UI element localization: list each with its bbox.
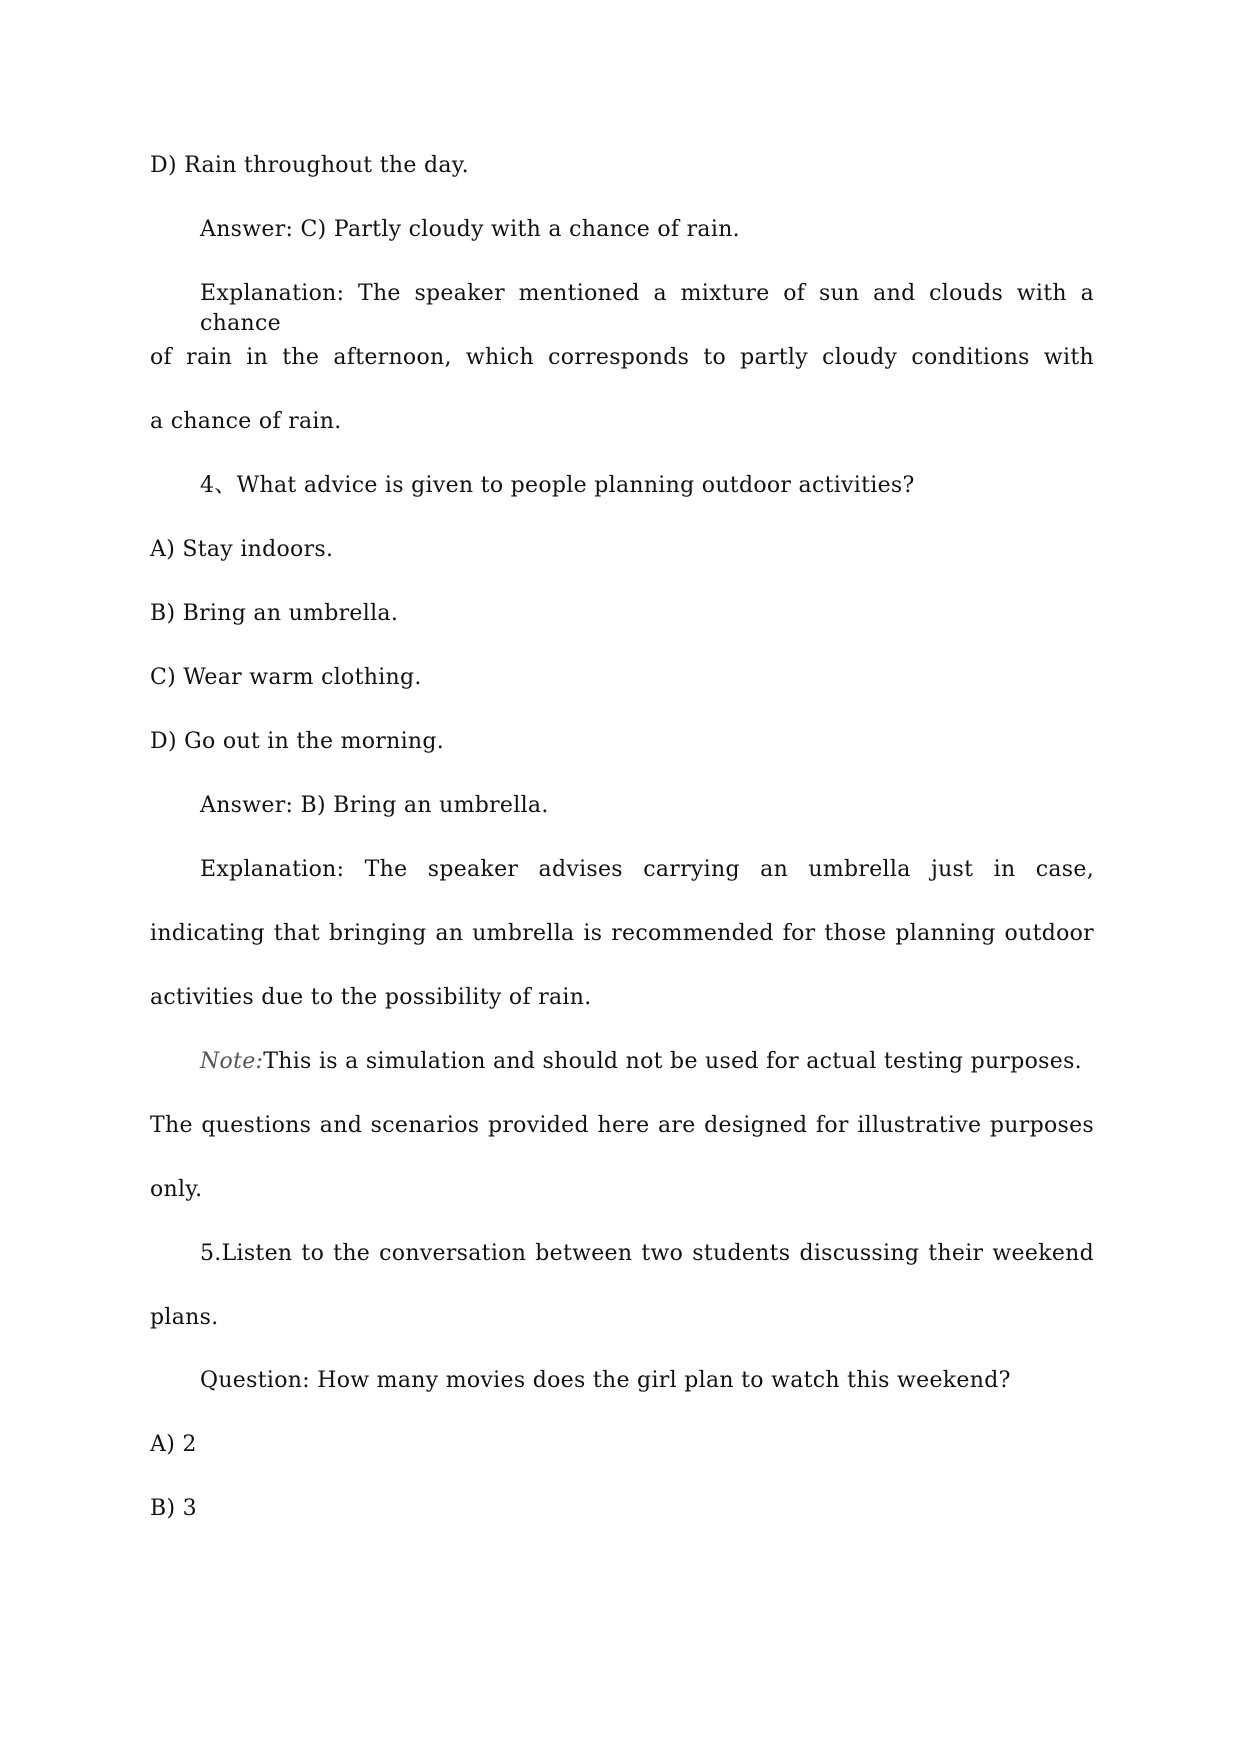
q4-option-a: A) Stay indoors. xyxy=(150,537,334,562)
q5-intro-line-1: 5.Listen to the conversation between two students discussing their weekend xyxy=(200,1241,1094,1266)
note-label: Note: xyxy=(200,1049,264,1074)
q5-option-b: B) 3 xyxy=(150,1496,197,1521)
q3-answer: Answer: C) Partly cloudy with a chance of rain. xyxy=(200,217,740,242)
q4-option-d: D) Go out in the morning. xyxy=(150,729,445,754)
q4-question: 4、What advice is given to people planning outdoor activities? xyxy=(200,473,915,498)
q3-option-d: D) Rain throughout the day. xyxy=(150,153,469,178)
q4-option-b: B) Bring an umbrella. xyxy=(150,601,399,626)
q4-explanation-line-3: activities due to the possibility of rain. xyxy=(150,985,592,1010)
note-line-3: only. xyxy=(150,1177,203,1202)
q5-intro-line-2: plans. xyxy=(150,1305,219,1330)
q5-question: Question: How many movies does the girl plan to watch this weekend? xyxy=(200,1368,1011,1393)
q3-explanation-line-2: of rain in the afternoon, which corresponds to partly cloudy conditions with xyxy=(150,345,1094,370)
q4-explanation-line-1: Explanation: The speaker advises carrying an umbrella just in case, xyxy=(200,857,1094,882)
q4-explanation-line-2: indicating that bringing an umbrella is recommended for those planning outdoor xyxy=(150,921,1094,946)
note-line-2: The questions and scenarios provided here are designed for illustrative purposes xyxy=(150,1113,1094,1138)
q5-option-a: A) 2 xyxy=(150,1432,197,1457)
q3-explanation-line-3: a chance of rain. xyxy=(150,409,342,434)
q4-option-c: C) Wear warm clothing. xyxy=(150,665,422,690)
note-text: This is a simulation and should not be used for actual testing purposes. xyxy=(263,1049,1082,1074)
q4-answer: Answer: B) Bring an umbrella. xyxy=(200,793,549,818)
note-line-1 xyxy=(200,1047,1094,1077)
q3-explanation-line-1: Explanation: The speaker mentioned a mixture of sun and clouds with a chance xyxy=(200,281,1094,336)
